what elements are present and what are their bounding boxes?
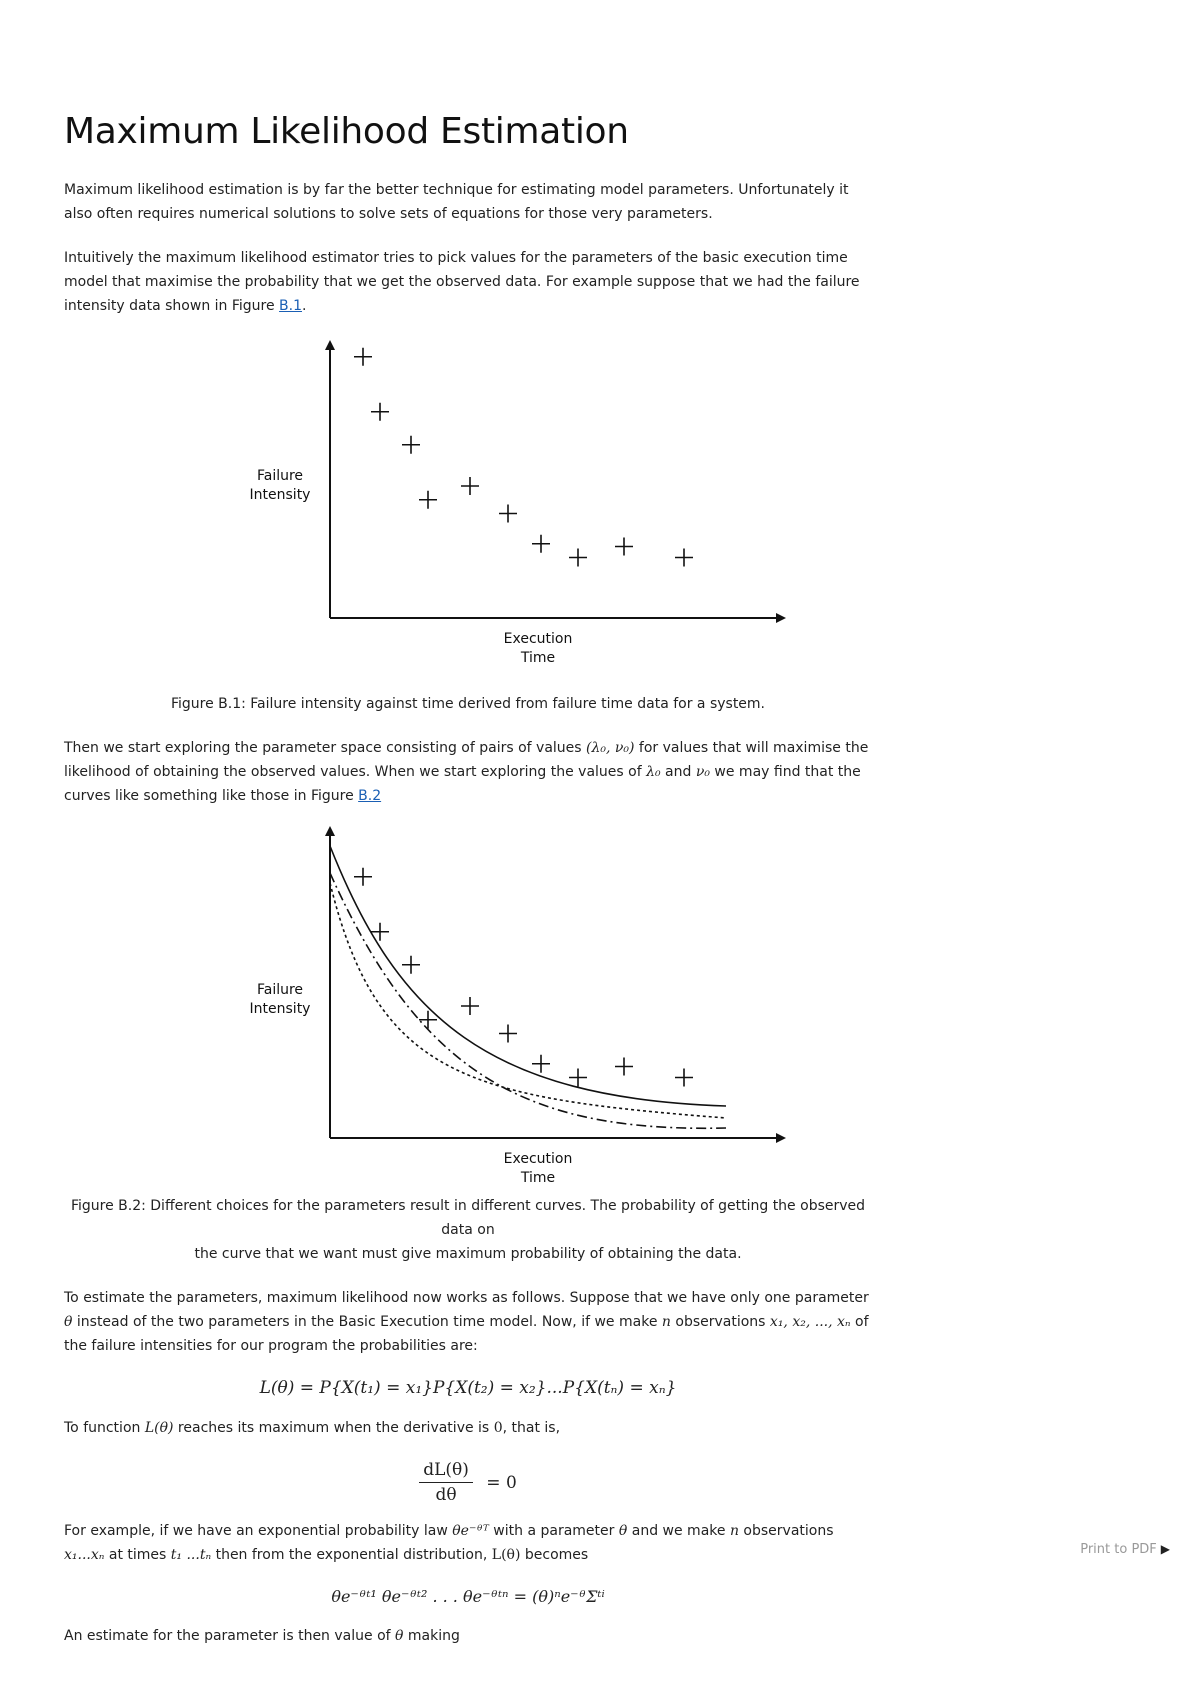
document-page bbox=[64, 108, 872, 1668]
y-axis-label-line1: Failure bbox=[256, 468, 304, 484]
text-span: , that is, bbox=[502, 1420, 561, 1436]
fig1-data-point-8 bbox=[569, 549, 587, 567]
math-L-theta: L(θ) bbox=[144, 1420, 174, 1436]
fig2-data-point-5 bbox=[461, 997, 479, 1015]
figure-b2-caption bbox=[64, 1194, 872, 1266]
page-title: Maximum Likelihood Estimation bbox=[64, 111, 629, 152]
fig2-data-point-7 bbox=[532, 1055, 550, 1073]
text-span: and we make bbox=[627, 1523, 730, 1539]
y-axis-label-line2: Intensity bbox=[249, 487, 311, 503]
text-span: we may find that the curves like something like those in Figure bbox=[64, 764, 861, 804]
paragraph-estimate bbox=[64, 1624, 872, 1648]
math-times: t₁ ...tₙ bbox=[170, 1547, 212, 1563]
fig1-data-point-3 bbox=[402, 436, 420, 454]
print-to-pdf-button[interactable] bbox=[1080, 1542, 1170, 1557]
math-nu0: ν₀ bbox=[695, 764, 710, 780]
text-span: of the failure intensities for our program the probabilities are: bbox=[64, 1314, 869, 1354]
fig1-data-point-4 bbox=[419, 491, 437, 509]
math-exponential-law: θe⁻ᶿᵀ bbox=[452, 1523, 489, 1539]
y-axis-label-line1: Failure bbox=[256, 982, 304, 998]
fraction bbox=[419, 1460, 473, 1505]
math-n: n bbox=[661, 1314, 671, 1330]
math-zero: 0 bbox=[493, 1420, 503, 1436]
text-span: To function bbox=[64, 1420, 145, 1436]
caption-line-2: the curve that we want must give maximum probability of obtaining the data. bbox=[194, 1246, 742, 1262]
equation-rhs: = 0 bbox=[486, 1472, 517, 1493]
print-to-pdf-label: Print to PDF bbox=[1080, 1542, 1157, 1557]
fig2-data-point-10 bbox=[675, 1069, 693, 1087]
x-axis-label-line2: Time bbox=[520, 650, 556, 666]
text-span: becomes bbox=[520, 1547, 589, 1563]
text-span: Then we start exploring the parameter space consisting of pairs of values bbox=[64, 740, 587, 756]
paragraph-parameter-space bbox=[64, 736, 872, 808]
math-lambda0: λ₀ bbox=[646, 764, 661, 780]
fig1-data-point-9 bbox=[615, 538, 633, 556]
fig1-data-point-7 bbox=[532, 535, 550, 553]
paragraph-estimation bbox=[64, 1286, 872, 1358]
paragraph-intuition-end: . bbox=[302, 298, 307, 314]
text-span: instead of the two parameters in the Basic Execution time model. Now, if we make bbox=[72, 1314, 662, 1330]
x-axis-label-line2: Time bbox=[520, 1170, 556, 1186]
fig2-data-point-1 bbox=[354, 868, 372, 886]
x-axis-label-line1: Execution bbox=[503, 1151, 573, 1167]
paragraph-intuition-text: Intuitively the maximum likelihood estimator tries to pick values for the parameters of the basic execution time model that maximise the probability that we get the observed data. For example suppose that we had the failure intensity data shown in Figure bbox=[64, 250, 860, 314]
text-span: observations bbox=[670, 1314, 770, 1330]
text-span: observations bbox=[738, 1523, 834, 1539]
figure-b1-chart bbox=[188, 338, 748, 678]
fig2-data-point-8 bbox=[569, 1069, 587, 1087]
fig1-data-point-6 bbox=[499, 505, 517, 523]
math-observations: x₁...xₙ bbox=[64, 1547, 105, 1563]
fig1-data-point-10 bbox=[675, 549, 693, 567]
text-span: then from the exponential distribution, bbox=[211, 1547, 492, 1563]
fraction-numerator: dL(θ) bbox=[419, 1460, 473, 1483]
math-observations: x₁, x₂, ..., xₙ bbox=[769, 1314, 851, 1330]
text-span: with a parameter bbox=[488, 1523, 619, 1539]
paragraph-intuition bbox=[64, 246, 872, 318]
text-span: An estimate for the parameter is then value of bbox=[64, 1628, 396, 1644]
fig2-data-point-3 bbox=[402, 956, 420, 974]
y-axis-label-line2: Intensity bbox=[249, 1001, 311, 1017]
fig2-data-point-6 bbox=[499, 1025, 517, 1043]
caption-line-1: Figure B.2: Different choices for the parameters result in different curves. The probability of getting the observed data on bbox=[70, 1198, 866, 1238]
math-theta: θ bbox=[618, 1523, 628, 1539]
text-span: for values that will maximise the likelihood of obtaining the observed values. When we start exploring the values of bbox=[64, 740, 869, 780]
fig2-data-point-9 bbox=[615, 1058, 633, 1076]
x-axis-label-line1: Execution bbox=[503, 631, 573, 647]
text-span: making bbox=[403, 1628, 460, 1644]
fig1-data-point-2 bbox=[371, 403, 389, 421]
figure-b2-chart bbox=[188, 828, 748, 1186]
curve-dash-dot bbox=[330, 873, 726, 1128]
math-n: n bbox=[729, 1523, 739, 1539]
text-span: To estimate the parameters, maximum likelihood now works as follows. Suppose that we have only one parameter bbox=[64, 1290, 869, 1306]
text-span: at times bbox=[104, 1547, 171, 1563]
equation-derivative bbox=[64, 1460, 872, 1505]
paragraph-derivative bbox=[64, 1416, 872, 1440]
fig1-data-point-5 bbox=[461, 477, 479, 495]
equation-likelihood: L(θ) = P{X(t₁) = x₁}P{X(t₂) = x₂}...P{X(tₙ) = xₙ} bbox=[259, 1378, 677, 1398]
text-span: reaches its maximum when the derivative is bbox=[173, 1420, 494, 1436]
curve-dotted bbox=[330, 883, 726, 1118]
text-span: For example, if we have an exponential probability law bbox=[64, 1523, 453, 1539]
equation-exponential-product: θe⁻ᶿᵗ¹ θe⁻ᶿᵗ² . . . θe⁻ᶿᵗⁿ = (θ)ⁿe⁻ᶿΣᵗⁱ bbox=[331, 1587, 605, 1606]
fraction-denominator: dθ bbox=[435, 1485, 457, 1505]
paragraph-example bbox=[64, 1519, 872, 1567]
figure-b1-link[interactable]: B.1 bbox=[279, 298, 303, 314]
text-span: and bbox=[660, 764, 696, 780]
math-lambda-nu-pair: (λ₀, ν₀) bbox=[586, 740, 635, 756]
figure-b2-link[interactable]: B.2 bbox=[358, 788, 382, 804]
paragraph-intro: Maximum likelihood estimation is by far the better technique for estimating model parameters. Unfortunately it also often requires numerical solutions to solve sets of equations for those very parameters. bbox=[64, 182, 849, 222]
curve-solid bbox=[330, 846, 726, 1106]
math-theta: θ bbox=[395, 1628, 404, 1644]
fig1-data-point-1 bbox=[354, 348, 372, 366]
math-L-theta: L(θ) bbox=[491, 1547, 521, 1563]
math-theta: θ bbox=[64, 1314, 73, 1330]
play-triangle-icon: ▶ bbox=[1160, 1542, 1170, 1556]
figure-b1-caption: Figure B.1: Failure intensity against time derived from failure time data for a system. bbox=[170, 696, 766, 712]
